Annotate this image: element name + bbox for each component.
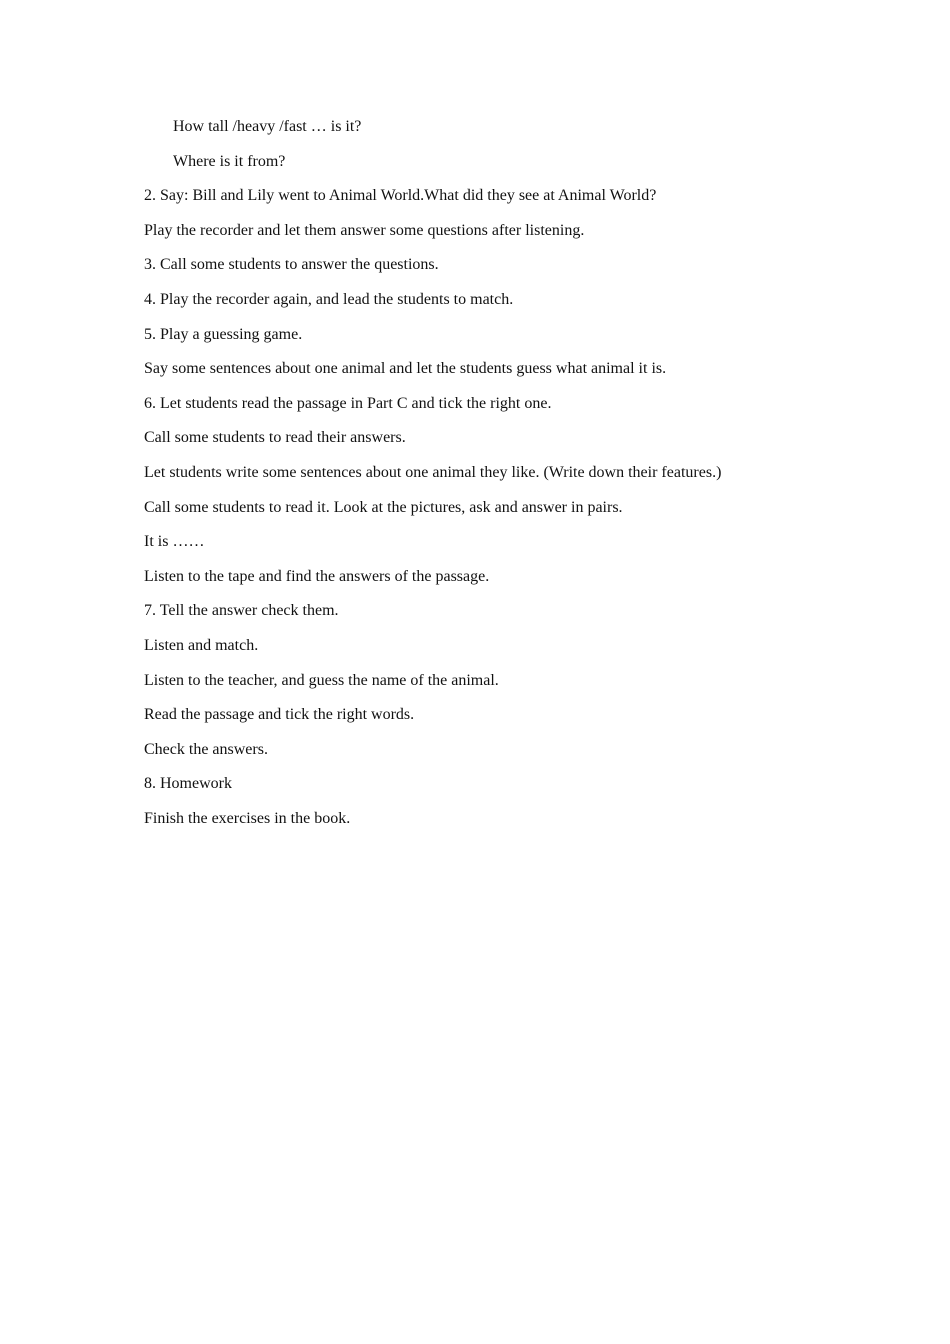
step-line: 7. Tell the answer check them. bbox=[144, 602, 339, 620]
text-line: Play the recorder and let them answer some questions after listening. bbox=[144, 221, 585, 239]
text-line: Let students write some sentences about one animal they like. (Write down their features.) bbox=[144, 463, 722, 481]
text-line: Call some students to read it. Look at the pictures, ask and answer in pairs. bbox=[144, 498, 623, 516]
text-line: Say some sentences about one animal and let the students guess what animal it is. bbox=[144, 360, 667, 378]
text-line: Check the answers. bbox=[144, 740, 268, 758]
step-line: 6. Let students read the passage in Part C and tick the right one. bbox=[144, 394, 552, 412]
step-line: 8. Homework bbox=[144, 775, 232, 793]
text-line: Read the passage and tick the right words. bbox=[144, 706, 415, 724]
text-line: It is …… bbox=[144, 533, 205, 551]
text-line: Listen to the tape and find the answers of the passage. bbox=[144, 567, 490, 585]
text-line: Listen to the teacher, and guess the name of the animal. bbox=[144, 671, 499, 689]
step-line: 2. Say: Bill and Lily went to Animal World.What did they see at Animal World? bbox=[144, 187, 657, 205]
question-line: Where is it from? bbox=[173, 152, 286, 170]
step-line: 5. Play a guessing game. bbox=[144, 325, 303, 343]
text-line: Call some students to read their answers. bbox=[144, 429, 406, 447]
question-line: How tall /heavy /fast … is it? bbox=[173, 118, 362, 135]
text-line: Listen and match. bbox=[144, 636, 259, 654]
text-line: Finish the exercises in the book. bbox=[144, 809, 351, 827]
step-line: 3. Call some students to answer the questions. bbox=[144, 256, 439, 274]
step-line: 4. Play the recorder again, and lead the students to match. bbox=[144, 290, 514, 308]
document-body bbox=[144, 115, 844, 841]
